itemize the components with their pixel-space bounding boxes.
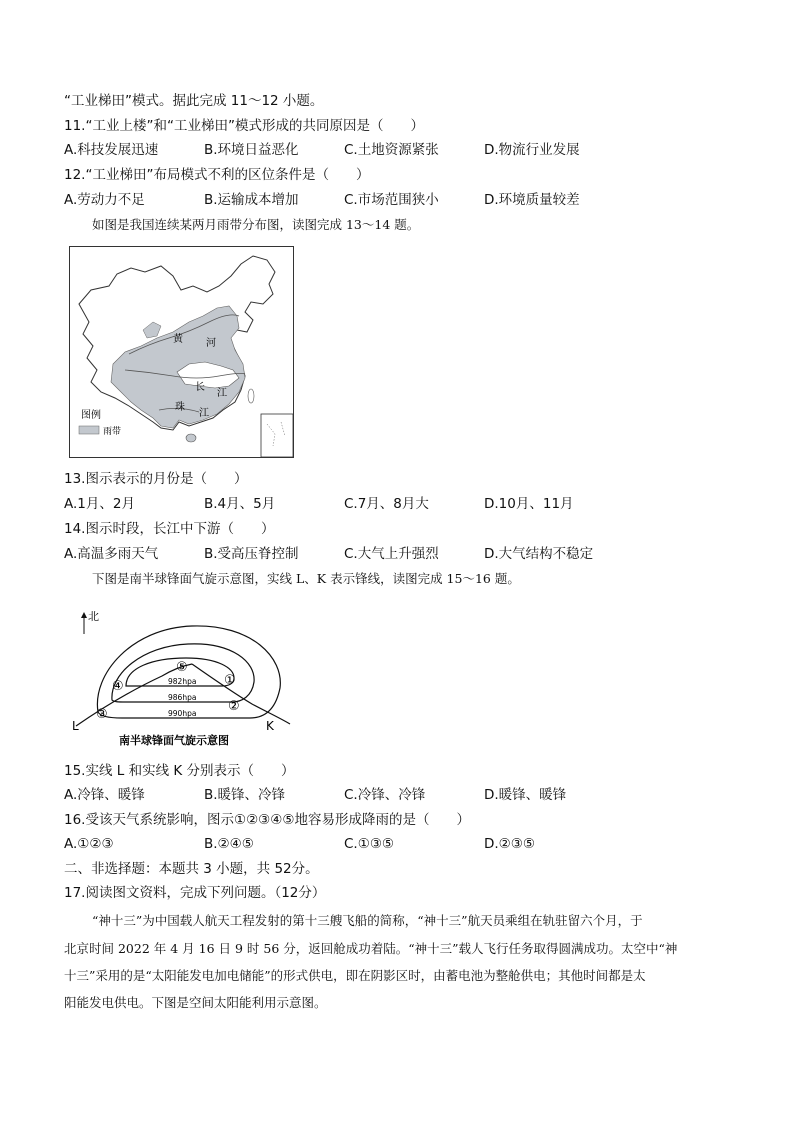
q14-option-a[interactable]: A.高温多雨天气: [64, 546, 159, 562]
cyclone-diagram: [62, 604, 302, 752]
point-2: ②: [228, 699, 240, 714]
label-zhu: 珠: [175, 402, 185, 413]
q16-option-c[interactable]: C.①③⑤: [344, 836, 395, 852]
isobar-label-990: 990hpa: [168, 709, 197, 718]
label-jiang-2: 江: [199, 408, 209, 419]
map-intro: 如图是我国连续某两月雨带分布图，读图完成 13～14 题。: [92, 217, 420, 232]
legend-swatch: [79, 426, 99, 434]
q13-option-b[interactable]: B.4月、5月: [204, 496, 276, 512]
q17-passage-line-1: “神十三”为中国载人航天工程发射的第十三艘飞船的简称，“神十三”航天员乘组在轨驻留六个月，于: [92, 913, 643, 928]
isobar-label-986: 986hpa: [168, 693, 197, 702]
q12-option-b[interactable]: B.运输成本增加: [204, 192, 299, 208]
q17-passage-line-4: 阳能发电供电。下图是空间太阳能利用示意图。: [64, 995, 327, 1010]
q16-option-a[interactable]: A.①②③: [64, 836, 114, 852]
label-chang: 长: [195, 382, 205, 393]
isobar-label-982: 982hpa: [168, 677, 197, 686]
q11-option-d[interactable]: D.物流行业发展: [484, 142, 580, 158]
taiwan-island: [248, 389, 254, 403]
question-17: 17.阅读图文资料，完成下列问题。（12分）: [64, 885, 326, 901]
q13-option-c[interactable]: C.7月、8月大: [344, 496, 429, 512]
question-14: 14.图示时段，长江中下游（ ）: [64, 521, 275, 537]
q16-option-d[interactable]: D.②③⑤: [484, 836, 535, 852]
question-13: 13.图示表示的月份是（ ）: [64, 471, 248, 487]
q15-option-c[interactable]: C.冷锋、冷锋: [344, 787, 426, 803]
point-1: ①: [224, 673, 236, 688]
q12-option-d[interactable]: D.环境质量较差: [484, 192, 580, 208]
point-4: ④: [112, 679, 124, 694]
rain-band-map: [69, 246, 294, 458]
q11-option-a[interactable]: A.科技发展迅速: [64, 142, 159, 158]
cyclone-caption: 南半球锋面气旋示意图: [119, 734, 229, 747]
q14-option-b[interactable]: B.受高压脊控制: [204, 546, 299, 562]
intro-text: “工业梯田”模式。据此完成 11～12 小题。: [64, 93, 324, 109]
q15-option-b[interactable]: B.暖锋、冷锋: [204, 787, 286, 803]
q13-option-a[interactable]: A.1月、2月: [64, 496, 135, 512]
hainan-island: [186, 434, 196, 442]
question-15: 15.实线 L 和实线 K 分别表示（ ）: [64, 763, 295, 779]
q16-option-b[interactable]: B.②④⑤: [204, 836, 254, 852]
front-line-k: [192, 664, 290, 724]
line-label-k: K: [266, 719, 274, 733]
point-3: ③: [96, 707, 108, 722]
north-label: 北: [88, 610, 99, 623]
legend-title: 图例: [81, 410, 101, 421]
label-he-1: 河: [206, 338, 216, 349]
question-16: 16.受该天气系统影响，图示①②③④⑤地容易形成降雨的是（ ）: [64, 812, 470, 828]
q14-option-c[interactable]: C.大气上升强烈: [344, 546, 439, 562]
point-5: ⑤: [176, 660, 188, 675]
south-sea-inset: [261, 414, 293, 457]
label-jiang-1: 江: [217, 388, 227, 399]
question-11: 11.“工业上楼”和“工业梯田”模式形成的共同原因是（ ）: [64, 118, 424, 134]
label-huang: 黄: [173, 334, 183, 345]
q17-passage-line-3: 十三”采用的是“太阳能发电加电储能”的形式供电，即在阴影区时，由蓄电池为整舱供电；其他时间都是太: [64, 968, 646, 983]
question-12: 12.“工业梯田”布局模式不利的区位条件是（ ）: [64, 167, 370, 183]
q15-option-d[interactable]: D.暖锋、暖锋: [484, 787, 567, 803]
q12-option-a[interactable]: A.劳动力不足: [64, 192, 145, 208]
q17-passage-line-2: 北京时间 2022 年 4 月 16 日 9 时 56 分，返回舱成功着陆。“神十三”载人飞行任务取得圆满成功。太空中“神: [64, 941, 678, 956]
legend-item: 雨带: [103, 427, 122, 437]
q11-option-b[interactable]: B.环境日益恶化: [204, 142, 299, 158]
q14-option-d[interactable]: D.大气结构不稳定: [484, 546, 594, 562]
section-2-heading: 二、非选择题：本题共 3 小题，共 52分。: [64, 861, 319, 877]
q12-option-c[interactable]: C.市场范围狭小: [344, 192, 439, 208]
line-label-l: L: [72, 719, 79, 733]
q13-option-d[interactable]: D.10月、11月: [484, 496, 574, 512]
q15-option-a[interactable]: A.冷锋、暖锋: [64, 787, 145, 803]
cyclone-intro: 下图是南半球锋面气旋示意图，实线 L、K 表示锋线，读图完成 15～16 题。: [92, 571, 520, 586]
q11-option-c[interactable]: C.土地资源紧张: [344, 142, 439, 158]
